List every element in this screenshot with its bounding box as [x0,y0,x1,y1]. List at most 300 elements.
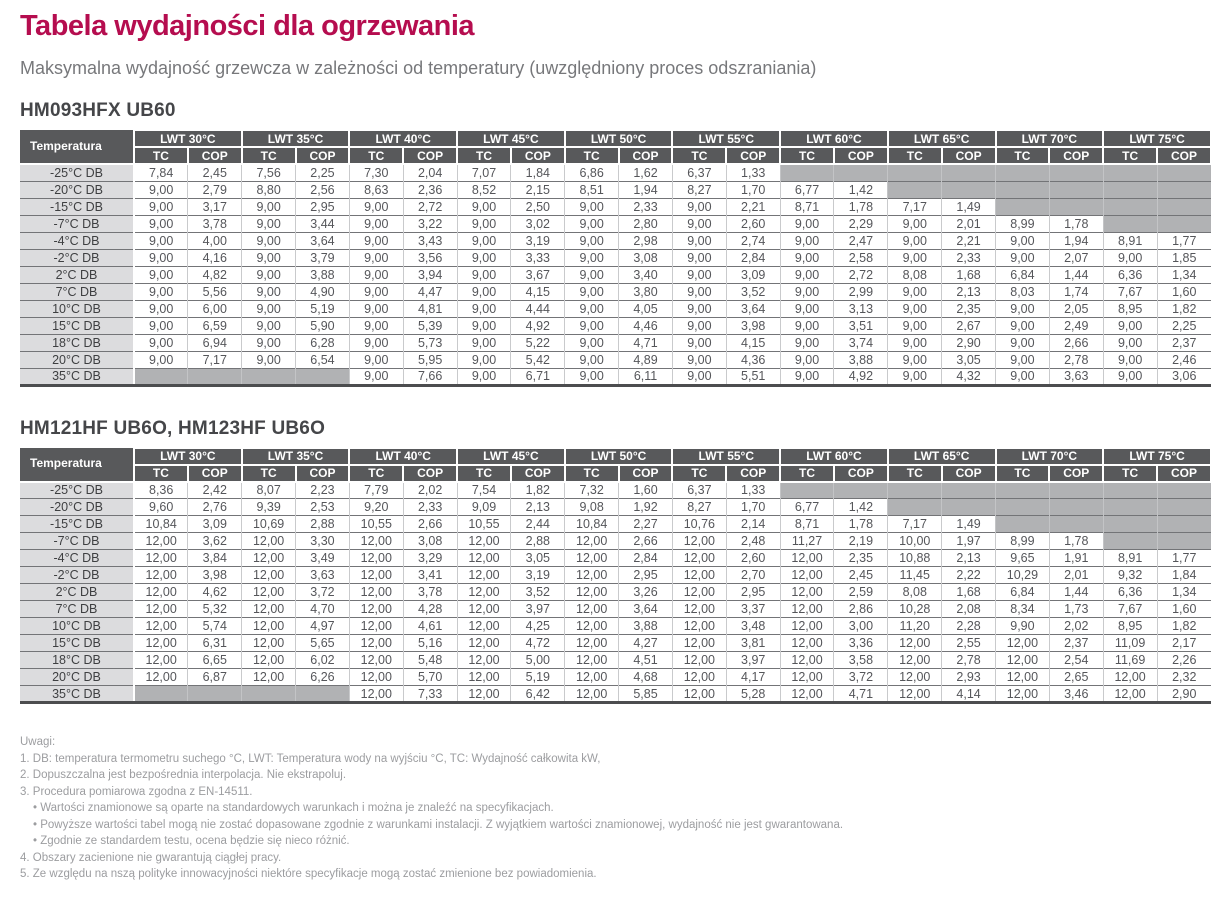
value-cell: 9,00 [242,283,296,300]
value-cell: 1,33 [726,482,780,499]
value-cell: 9,00 [242,334,296,351]
value-cell: 2,66 [1049,334,1103,351]
value-cell: 6,65 [188,652,242,669]
value-cell: 8,52 [457,181,511,198]
shaded-cell [1103,516,1157,533]
col-header-lwt: LWT 75°C [1103,448,1211,465]
value-cell: 9,65 [996,550,1050,567]
value-cell: 9,00 [457,266,511,283]
value-cell: 2,21 [726,198,780,215]
value-cell: 2,86 [834,601,888,618]
value-cell: 2,32 [1157,669,1211,686]
value-cell: 4,61 [403,618,457,635]
col-subheader-cop: COP [403,147,457,164]
value-cell: 3,19 [511,567,565,584]
value-cell: 12,00 [349,652,403,669]
value-cell: 6,28 [296,334,350,351]
value-cell: 5,19 [296,300,350,317]
value-cell: 3,78 [188,215,242,232]
value-cell: 2,26 [1157,652,1211,669]
col-subheader-cop: COP [942,465,996,482]
col-subheader-cop: COP [726,147,780,164]
row-label: -2°C DB [20,249,134,266]
value-cell: 9,00 [349,232,403,249]
value-cell: 2,33 [942,249,996,266]
value-cell: 9,00 [565,232,619,249]
capacity-table-hm093 [20,129,1212,387]
value-cell: 2,05 [1049,300,1103,317]
value-cell: 12,00 [565,567,619,584]
value-cell: 9,00 [1103,351,1157,368]
value-cell: 2,04 [403,164,457,181]
note-line: • Wartości znamionowe są oparte na standardowych warunkach i można je znaleźć na specyfikacjach. [33,802,554,814]
value-cell: 10,88 [888,550,942,567]
value-cell: 9,00 [134,198,188,215]
value-cell: 12,00 [780,618,834,635]
value-cell: 2,60 [726,550,780,567]
value-cell: 9,00 [888,300,942,317]
value-cell: 5,28 [726,686,780,703]
value-cell: 9,00 [242,198,296,215]
value-cell: 3,13 [834,300,888,317]
value-cell: 6,86 [565,164,619,181]
value-cell: 1,78 [834,198,888,215]
row-label: -20°C DB [20,181,134,198]
value-cell: 1,44 [1049,266,1103,283]
col-subheader-cop: COP [1049,147,1103,164]
col-subheader-tc: TC [1103,465,1157,482]
value-cell: 1,92 [619,499,673,516]
value-cell: 3,67 [511,266,565,283]
value-cell: 2,54 [1049,652,1103,669]
model-title-hm093: HM093HFX UB60 [20,100,176,121]
table-row [20,567,1211,584]
col-subheader-tc: TC [457,147,511,164]
value-cell: 1,49 [942,198,996,215]
col-subheader-tc: TC [996,147,1050,164]
value-cell: 1,74 [1049,283,1103,300]
value-cell: 2,67 [942,317,996,334]
row-label: 15°C DB [20,635,134,652]
col-subheader-cop: COP [1049,465,1103,482]
value-cell: 2,88 [296,516,350,533]
value-cell: 9,00 [134,249,188,266]
value-cell: 9,00 [672,249,726,266]
value-cell: 4,36 [726,351,780,368]
shaded-cell [1103,164,1157,181]
table-row [20,215,1211,232]
table-row [20,635,1211,652]
value-cell: 2,65 [1049,669,1103,686]
col-subheader-cop: COP [726,465,780,482]
value-cell: 9,00 [996,334,1050,351]
table-row [20,232,1211,249]
value-cell: 7,17 [188,351,242,368]
col-subheader-cop: COP [188,465,242,482]
shaded-cell [1049,164,1103,181]
value-cell: 5,32 [188,601,242,618]
value-cell: 2,50 [511,198,565,215]
table-row [20,283,1211,300]
value-cell: 9,00 [134,334,188,351]
value-cell: 7,17 [888,516,942,533]
value-cell: 12,00 [349,635,403,652]
value-cell: 4,82 [188,266,242,283]
col-header-lwt: LWT 65°C [888,448,996,465]
col-subheader-cop: COP [296,465,350,482]
value-cell: 12,00 [780,601,834,618]
value-cell: 3,00 [834,618,888,635]
value-cell: 7,32 [565,482,619,499]
value-cell: 12,00 [457,635,511,652]
value-cell: 3,64 [296,232,350,249]
value-cell: 11,09 [1103,635,1157,652]
row-label: -7°C DB [20,533,134,550]
value-cell: 6,94 [188,334,242,351]
value-cell: 9,00 [888,317,942,334]
value-cell: 2,47 [834,232,888,249]
value-cell: 1,84 [511,164,565,181]
value-cell: 12,00 [134,618,188,635]
value-cell: 12,00 [565,550,619,567]
value-cell: 2,29 [834,215,888,232]
value-cell: 9,00 [565,351,619,368]
table-row [20,368,1211,385]
value-cell: 2,95 [726,584,780,601]
value-cell: 10,28 [888,601,942,618]
value-cell: 9,00 [672,266,726,283]
value-cell: 3,56 [403,249,457,266]
table-row [20,164,1211,181]
value-cell: 12,00 [888,669,942,686]
value-cell: 3,36 [834,635,888,652]
row-label: -4°C DB [20,550,134,567]
value-cell: 6,00 [188,300,242,317]
row-label: 15°C DB [20,317,134,334]
value-cell: 2,88 [511,533,565,550]
value-cell: 10,84 [134,516,188,533]
value-cell: 8,95 [1103,300,1157,317]
shaded-cell [942,482,996,499]
col-header-lwt: LWT 55°C [672,130,780,147]
value-cell: 9,00 [672,334,726,351]
value-cell: 2,60 [726,215,780,232]
value-cell: 5,19 [511,669,565,686]
value-cell: 4,00 [188,232,242,249]
value-cell: 1,34 [1157,584,1211,601]
table-row [20,669,1211,686]
value-cell: 9,00 [349,368,403,385]
value-cell: 4,32 [942,368,996,385]
value-cell: 9,00 [672,215,726,232]
col-subheader-tc: TC [242,147,296,164]
value-cell: 2,90 [942,334,996,351]
value-cell: 5,42 [511,351,565,368]
col-header-lwt: LWT 50°C [565,448,673,465]
value-cell: 8,71 [780,516,834,533]
shaded-cell [996,516,1050,533]
value-cell: 9,00 [565,368,619,385]
row-label: -25°C DB [20,164,134,181]
value-cell: 9,00 [349,283,403,300]
shaded-cell [1103,499,1157,516]
row-label: 35°C DB [20,686,134,703]
value-cell: 5,56 [188,283,242,300]
value-cell: 12,00 [134,635,188,652]
value-cell: 1,70 [726,181,780,198]
shaded-cell [134,686,188,703]
col-subheader-cop: COP [511,147,565,164]
col-subheader-tc: TC [1103,147,1157,164]
value-cell: 9,00 [996,300,1050,317]
col-header-lwt: LWT 30°C [134,448,242,465]
shaded-cell [1103,215,1157,232]
value-cell: 6,71 [511,368,565,385]
value-cell: 9,00 [780,300,834,317]
value-cell: 2,49 [1049,317,1103,334]
value-cell: 3,98 [188,567,242,584]
value-cell: 3,09 [726,266,780,283]
value-cell: 9,00 [565,215,619,232]
value-cell: 3,80 [619,283,673,300]
col-header-temperature: Temperatura [20,448,134,482]
value-cell: 12,00 [242,618,296,635]
value-cell: 3,62 [188,533,242,550]
value-cell: 7,54 [457,482,511,499]
col-subheader-cop: COP [942,147,996,164]
shaded-cell [942,164,996,181]
value-cell: 9,09 [457,499,511,516]
value-cell: 6,37 [672,164,726,181]
value-cell: 9,00 [565,198,619,215]
value-cell: 9,00 [1103,317,1157,334]
value-cell: 12,00 [457,567,511,584]
shaded-cell [1103,181,1157,198]
value-cell: 9,00 [996,232,1050,249]
value-cell: 8,08 [888,266,942,283]
row-label: 20°C DB [20,669,134,686]
shaded-cell [242,368,296,385]
value-cell: 9,00 [780,351,834,368]
shaded-cell [242,686,296,703]
value-cell: 12,00 [672,567,726,584]
value-cell: 1,91 [1049,550,1103,567]
shaded-cell [834,164,888,181]
value-cell: 2,53 [296,499,350,516]
value-cell: 3,30 [296,533,350,550]
shaded-cell [296,686,350,703]
value-cell: 12,00 [672,584,726,601]
value-cell: 3,97 [511,601,565,618]
row-label: 7°C DB [20,283,134,300]
shaded-cell [1049,181,1103,198]
value-cell: 3,52 [726,283,780,300]
value-cell: 12,00 [349,550,403,567]
value-cell: 12,00 [565,584,619,601]
value-cell: 2,33 [403,499,457,516]
value-cell: 1,84 [1157,567,1211,584]
value-cell: 6,31 [188,635,242,652]
value-cell: 2,37 [1049,635,1103,652]
value-cell: 9,00 [888,334,942,351]
value-cell: 8,08 [888,584,942,601]
shaded-cell [1103,482,1157,499]
value-cell: 8,07 [242,482,296,499]
value-cell: 1,73 [1049,601,1103,618]
value-cell: 5,16 [403,635,457,652]
table-row [20,516,1211,533]
value-cell: 9,00 [565,317,619,334]
col-subheader-cop: COP [619,147,673,164]
note-line: 3. Procedura pomiarowa zgodna z EN-14511. [20,785,253,798]
col-subheader-cop: COP [834,465,888,482]
value-cell: 8,03 [996,283,1050,300]
value-cell: 2,14 [726,516,780,533]
value-cell: 3,74 [834,334,888,351]
value-cell: 8,51 [565,181,619,198]
col-subheader-tc: TC [888,147,942,164]
value-cell: 8,36 [134,482,188,499]
value-cell: 6,59 [188,317,242,334]
value-cell: 9,00 [996,317,1050,334]
value-cell: 1,77 [1157,550,1211,567]
col-subheader-tc: TC [888,465,942,482]
value-cell: 9,00 [134,317,188,334]
value-cell: 9,00 [457,198,511,215]
value-cell: 9,00 [672,300,726,317]
value-cell: 9,00 [242,215,296,232]
shaded-cell [834,482,888,499]
value-cell: 3,88 [296,266,350,283]
col-header-lwt: LWT 30°C [134,130,242,147]
value-cell: 4,44 [511,300,565,317]
value-cell: 6,37 [672,482,726,499]
value-cell: 7,67 [1103,601,1157,618]
value-cell: 2,15 [511,181,565,198]
value-cell: 5,95 [403,351,457,368]
value-cell: 4,71 [619,334,673,351]
value-cell: 6,54 [296,351,350,368]
value-cell: 2,19 [834,533,888,550]
value-cell: 1,68 [942,266,996,283]
value-cell: 9,00 [134,181,188,198]
value-cell: 10,84 [565,516,619,533]
value-cell: 1,44 [1049,584,1103,601]
value-cell: 4,70 [296,601,350,618]
value-cell: 3,52 [511,584,565,601]
note-line: • Powyższe wartości tabel mogą nie zostać dopasowane zgodnie z warunkami instalacji. Z wyjątkiem wartości znamionowej, wydajność nie jest gwarantowana. [33,818,844,831]
value-cell: 3,72 [296,584,350,601]
table-row [20,249,1211,266]
col-header-lwt: LWT 70°C [996,130,1104,147]
value-cell: 2,80 [619,215,673,232]
table-row [20,482,1211,499]
value-cell: 9,00 [134,351,188,368]
value-cell: 3,46 [1049,686,1103,703]
table-row [20,550,1211,567]
value-cell: 1,82 [1157,618,1211,635]
value-cell: 3,88 [834,351,888,368]
table-row [20,198,1211,215]
row-label: -15°C DB [20,198,134,215]
table-row [20,533,1211,550]
col-subheader-tc: TC [672,465,726,482]
value-cell: 7,17 [888,198,942,215]
shaded-cell [888,499,942,516]
shaded-cell [188,368,242,385]
value-cell: 12,00 [780,567,834,584]
value-cell: 3,63 [1049,368,1103,385]
value-cell: 8,80 [242,181,296,198]
value-cell: 9,00 [565,334,619,351]
value-cell: 4,71 [834,686,888,703]
shaded-cell [996,181,1050,198]
value-cell: 2,35 [942,300,996,317]
value-cell: 3,26 [619,584,673,601]
value-cell: 12,00 [457,686,511,703]
shaded-cell [1049,499,1103,516]
table-row [20,686,1211,703]
shaded-cell [996,482,1050,499]
value-cell: 11,45 [888,567,942,584]
table-row [20,266,1211,283]
value-cell: 12,00 [780,652,834,669]
value-cell: 12,00 [134,652,188,669]
value-cell: 12,00 [457,550,511,567]
value-cell: 3,84 [188,550,242,567]
value-cell: 9,00 [672,232,726,249]
value-cell: 2,13 [942,283,996,300]
value-cell: 5,73 [403,334,457,351]
value-cell: 5,51 [726,368,780,385]
value-cell: 2,07 [1049,249,1103,266]
value-cell: 6,26 [296,669,350,686]
value-cell: 2,95 [296,198,350,215]
value-cell: 9,00 [888,368,942,385]
row-label: 10°C DB [20,300,134,317]
value-cell: 8,95 [1103,618,1157,635]
value-cell: 9,00 [565,249,619,266]
value-cell: 5,85 [619,686,673,703]
shaded-cell [1157,164,1211,181]
value-cell: 9,00 [565,283,619,300]
value-cell: 2,74 [726,232,780,249]
value-cell: 12,00 [888,686,942,703]
shaded-cell [942,499,996,516]
value-cell: 2,37 [1157,334,1211,351]
value-cell: 3,29 [403,550,457,567]
value-cell: 2,90 [1157,686,1211,703]
shaded-cell [1157,533,1211,550]
col-subheader-tc: TC [565,465,619,482]
value-cell: 9,00 [780,215,834,232]
value-cell: 2,25 [296,164,350,181]
col-subheader-tc: TC [780,147,834,164]
value-cell: 2,78 [1049,351,1103,368]
value-cell: 1,78 [1049,215,1103,232]
value-cell: 5,00 [511,652,565,669]
value-cell: 1,78 [834,516,888,533]
value-cell: 12,00 [242,601,296,618]
value-cell: 9,00 [888,215,942,232]
value-cell: 4,17 [726,669,780,686]
value-cell: 3,72 [834,669,888,686]
value-cell: 12,00 [672,652,726,669]
value-cell: 9,00 [457,317,511,334]
table-row [20,584,1211,601]
value-cell: 9,00 [349,351,403,368]
value-cell: 12,00 [780,669,834,686]
